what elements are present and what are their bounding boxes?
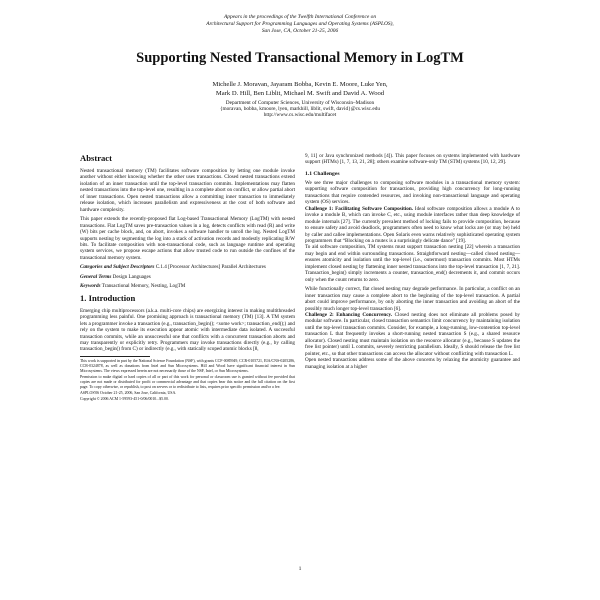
challenge-1-label: Challenge 1: Facilitating Software Composition. (305, 205, 413, 212)
affiliation (110, 100, 490, 119)
challenge-2-paragraph (305, 312, 520, 357)
challenge-1-text: Ideal software composition allows a module A to invoke a module B, which can invoke C, etc., using module interfaces rather than deep knowledge of module internals [27]. The currently prevalent method of locking fails to provide composition, because to ensure safety and avoid deadlock, programmers often need to know what locks are (or may be) held by caller and callee implementations. Open Solaris even warns relatively sophisticated operating system programmers that “Blocking on a mutex is a surprisingly delicate dance” [19]. (305, 205, 520, 244)
footnote-funding: This work is supported in part by the National Science Foundation (NSF), with grants CCF-0085949, CCR-0105721, EIA/CNS-0205286, CCR-0324878, as well as donations from Intel and Sun Microsystems. Hill and Wood have significant financial interest in Sun Microsystems. The views expressed herein are not necessarily those of the NSF, Intel, or Sun Microsystems. (80, 358, 295, 373)
footnote-copyright: Copyright © 2006 ACM 1-59593-451-0/06/0010...$5.00. (80, 397, 169, 402)
introduction-continued: 9, 11] or Java synchronized methods [4]). This paper focuses on systems implemented with hardware support (HTMs) [1, 7, 13, 21, 28]; others examine software-only TM (STM) systems [10, 12, 29]. (305, 153, 520, 166)
abstract-paragraph: Nested transactional memory (TM) facilitates software composition by letting one module invoke another without either knowing whether the other uses transactions. Closed nested transactions extend isolation of an inner transaction until the top-level transaction commits. Implementations may flatten nested transactions into the top-level one, resulting in a complete abort on conflict, or allow partial abort of inner transactions. Open nested transactions allow a committing inner transaction to immediately release isolation, which increases parallelism and expressiveness at the cost of both software and hardware complexity. (80, 168, 295, 213)
challenge-2-text: Closed nesting does not eliminate all problems posed by modular software. In particular, closed transaction semantics limit concurrency by maintaining isolation until the top-level transaction commits. Consider, for example, a long-running, low-contention top-level transaction L that frequently invokes a short-running nested transaction S (e.g., a shared resource allocator). Closed nesting must maintain isolation on the resource allocator (e.g., because S updates the free list pointer) until L commits, severely restricting parallelism. Ideally, S should release the free list pointer, etc., so that other transactions can access the allocator without conflicting with transaction L. (305, 311, 520, 357)
venue-line: San Jose, CA, October 21-25, 2006 (261, 28, 339, 34)
footnotes (80, 359, 295, 402)
challenges-subheading: 1.1 Challenges (305, 170, 340, 177)
venue-line: Architectural Support for Programming Languages and Operating Systems (ASPLOS), (206, 21, 394, 27)
abstract-paragraph: This paper extends the recently-proposed flat Log-based Transactional Memory (LogTM) with nested transactions. Flat LogTM saves pre-transaction values in a log, detects conflicts with read (R) and write (W) bits per cache block, and, on abort, invokes a software handler to unroll the log. Nested LogTM supports nesting by segmenting the log into a stack of activation records and modestly replicating R/W bits. To facilitate composition with non-transactional code, such as language runtime and operating system services, we propose escape actions that allow trusted code to run outside the confines of the transactional memory system. (80, 216, 295, 261)
keywords-text: Transactional Memory, Nesting, LogTM (101, 283, 186, 290)
introduction-paragraph: Emerging chip multiprocessors (a.k.a. multi-core chips) are energizing interest in making multithreaded programming less painful. One promising approach is transactional memory (TM) [13]. A TM system lets a programmer invoke a transaction (e.g., transaction_begin(); <some work>; transaction_end();) and rely on the system to make its execution appear atomic with intermediate data isolated. A successful transaction commits, while an unsuccessful one that conflicts with a concurrent transaction aborts and may transparently or explicitly retry. Programmers may invoke transactions directly (e.g., by calling transaction_begin() from C) or indirectly (e.g., with statically scoped atomic blocks [8, (80, 307, 295, 353)
venue-line: Appears in the proceedings of the Twelfth International Conference on (223, 14, 377, 20)
group-url: http://www.cs.wisc.edu/multifacet (263, 112, 337, 119)
right-column (305, 153, 520, 370)
open-nesting-paragraph: Open nested transactions address some of the above concerns by relaxing the atomicity guarantee and managing isolation at a higher (305, 357, 520, 370)
abstract-heading: Abstract (80, 153, 112, 163)
author-list (110, 80, 490, 98)
author-line: Michelle J. Moravan, Jayaram Bobba, Kevin E. Moore, Luke Yen, (212, 81, 388, 88)
footnote-rule (80, 356, 150, 357)
challenges-paragraph: We see three major challenges to composing software modules in a transactional memory system: supporting software composition for transactions, providing high concurrency for long-running transactions that require contended resources, and invoking non-transactional language and operating system (OS) services. (305, 179, 520, 206)
challenge-2-label: Challenge 2: Enhancing Concurrency. (305, 311, 393, 318)
footnote-permission: Permission to make digital or hard copies of all or part of this work for personal or classroom use is granted without fee provided that copies are not made or distributed for profit or commercial advantage and that copies bear this notice and the full citation on the first page. To copy otherwise, or republish, to post on servers or to redistribute to lists, requires prior specific permission and/or a fee. (80, 374, 295, 389)
challenge-1-paragraph (305, 206, 520, 245)
terms-text: Design Languages (112, 273, 151, 280)
categories-label: Categories and Subject Descriptors (80, 264, 155, 271)
terms-label: General Terms (80, 273, 112, 280)
introduction-heading: 1. Introduction (80, 292, 136, 303)
author-line: Mark D. Hill, Ben Liblit, Michael M. Swift and David A. Wood (215, 90, 385, 97)
left-column (80, 153, 295, 404)
keywords-label: Keywords (80, 283, 101, 290)
paper-title: Supporting Nested Transactional Memory in LogTM (136, 50, 464, 66)
footnote-conference: ASPLOS'06 October 21-25, 2006, San Jose, California, USA. (80, 391, 177, 396)
page-number: 1 (298, 566, 302, 572)
author-emails: {moravan, bobba, kmoore, lyen, markhill, liblit, swift, david}@cs.wisc.edu (219, 106, 380, 113)
categories-text: C.1.4 [Processor Architectures] Parallel Architectures (155, 264, 266, 271)
nesting-paragraph: To aid software composition, TM systems must support transaction nesting [22] wherein a transaction may begin and end within surrounding transactions. Straightforward nesting—called closed nesting—ensures atomicity and isolation until the top-level (i.e., outermost) transaction commits. Most HTMs implement closed nesting by flattening inner nested transactions into the top-level transaction [1, 7, 21]. Transaction_begin() simply increments a counter, transaction_end() decrements it, and commit occurs only when the count returns to zero. (305, 244, 520, 283)
categories-line (80, 264, 295, 270)
department: Department of Computer Sciences, University of Wisconsin–Madison (225, 100, 375, 106)
venue-note (90, 14, 510, 35)
flat-nesting-paragraph: While functionally correct, flat closed nesting may degrade performance. In particular, a conflict on an inner transaction may cause a complete abort to the beginning of the top-level transaction. A partial abort could improve performance, by only aborting the inner transaction and avoiding an abort of the possibly much longer top-level transaction [6]. (305, 286, 520, 312)
